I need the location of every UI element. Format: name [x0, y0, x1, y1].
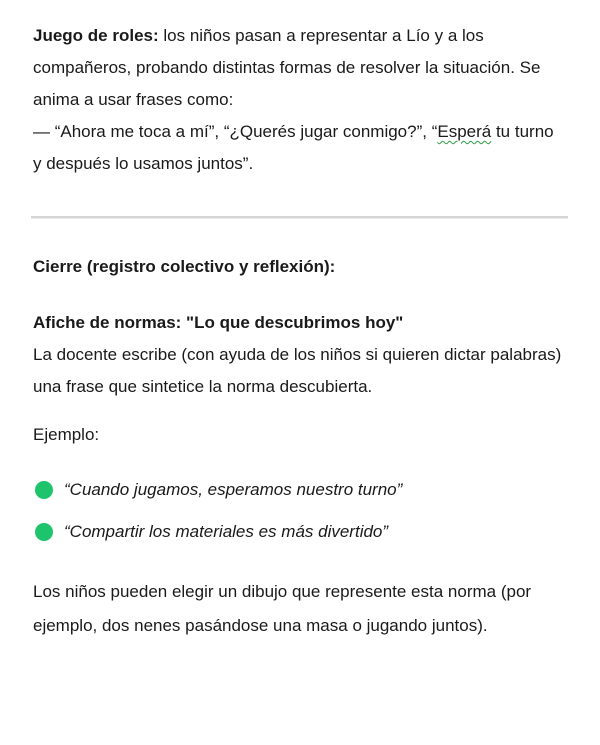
- spellcheck-flagged-word[interactable]: Esperá: [437, 122, 492, 141]
- example-text: “Cuando jugamos, esperamos nuestro turno”: [64, 480, 403, 499]
- roleplay-phrases-end: tu turno y después lo usamos juntos”.: [33, 122, 554, 173]
- green-circle-icon: [35, 481, 53, 499]
- example-list: [33, 469, 566, 553]
- closure-heading: Cierre (registro colectivo y reflexión):: [33, 257, 336, 276]
- closing-paragraph: Los niños pueden elegir un dibujo que represente esta norma (por ejemplo, dos nenes pasándose una masa o jugando juntos).: [33, 582, 532, 635]
- list-item: [33, 511, 566, 553]
- roleplay-phrases-start: — “Ahora me toca a mí”, “¿Querés jugar conmigo?”, “: [33, 122, 438, 141]
- horizontal-divider: [31, 216, 568, 219]
- roleplay-label: Juego de roles:: [33, 26, 159, 45]
- roleplay-paragraph: [33, 20, 566, 180]
- roleplay-text: los niños pasan a representar a Lío y a los compañeros, probando distintas formas de resolver la situación. Se anima a usar frases como:: [33, 26, 541, 109]
- poster-title: Afiche de normas: "Lo que descubrimos hoy": [33, 313, 404, 332]
- green-circle-icon: [35, 523, 53, 541]
- poster-description: La docente escribe (con ayuda de los niños si quieren dictar palabras) una frase que sintetice la norma descubierta.: [33, 345, 562, 396]
- list-item: [33, 469, 566, 511]
- example-text: “Compartir los materiales es más divertido”: [64, 522, 389, 541]
- example-label: Ejemplo:: [33, 425, 100, 444]
